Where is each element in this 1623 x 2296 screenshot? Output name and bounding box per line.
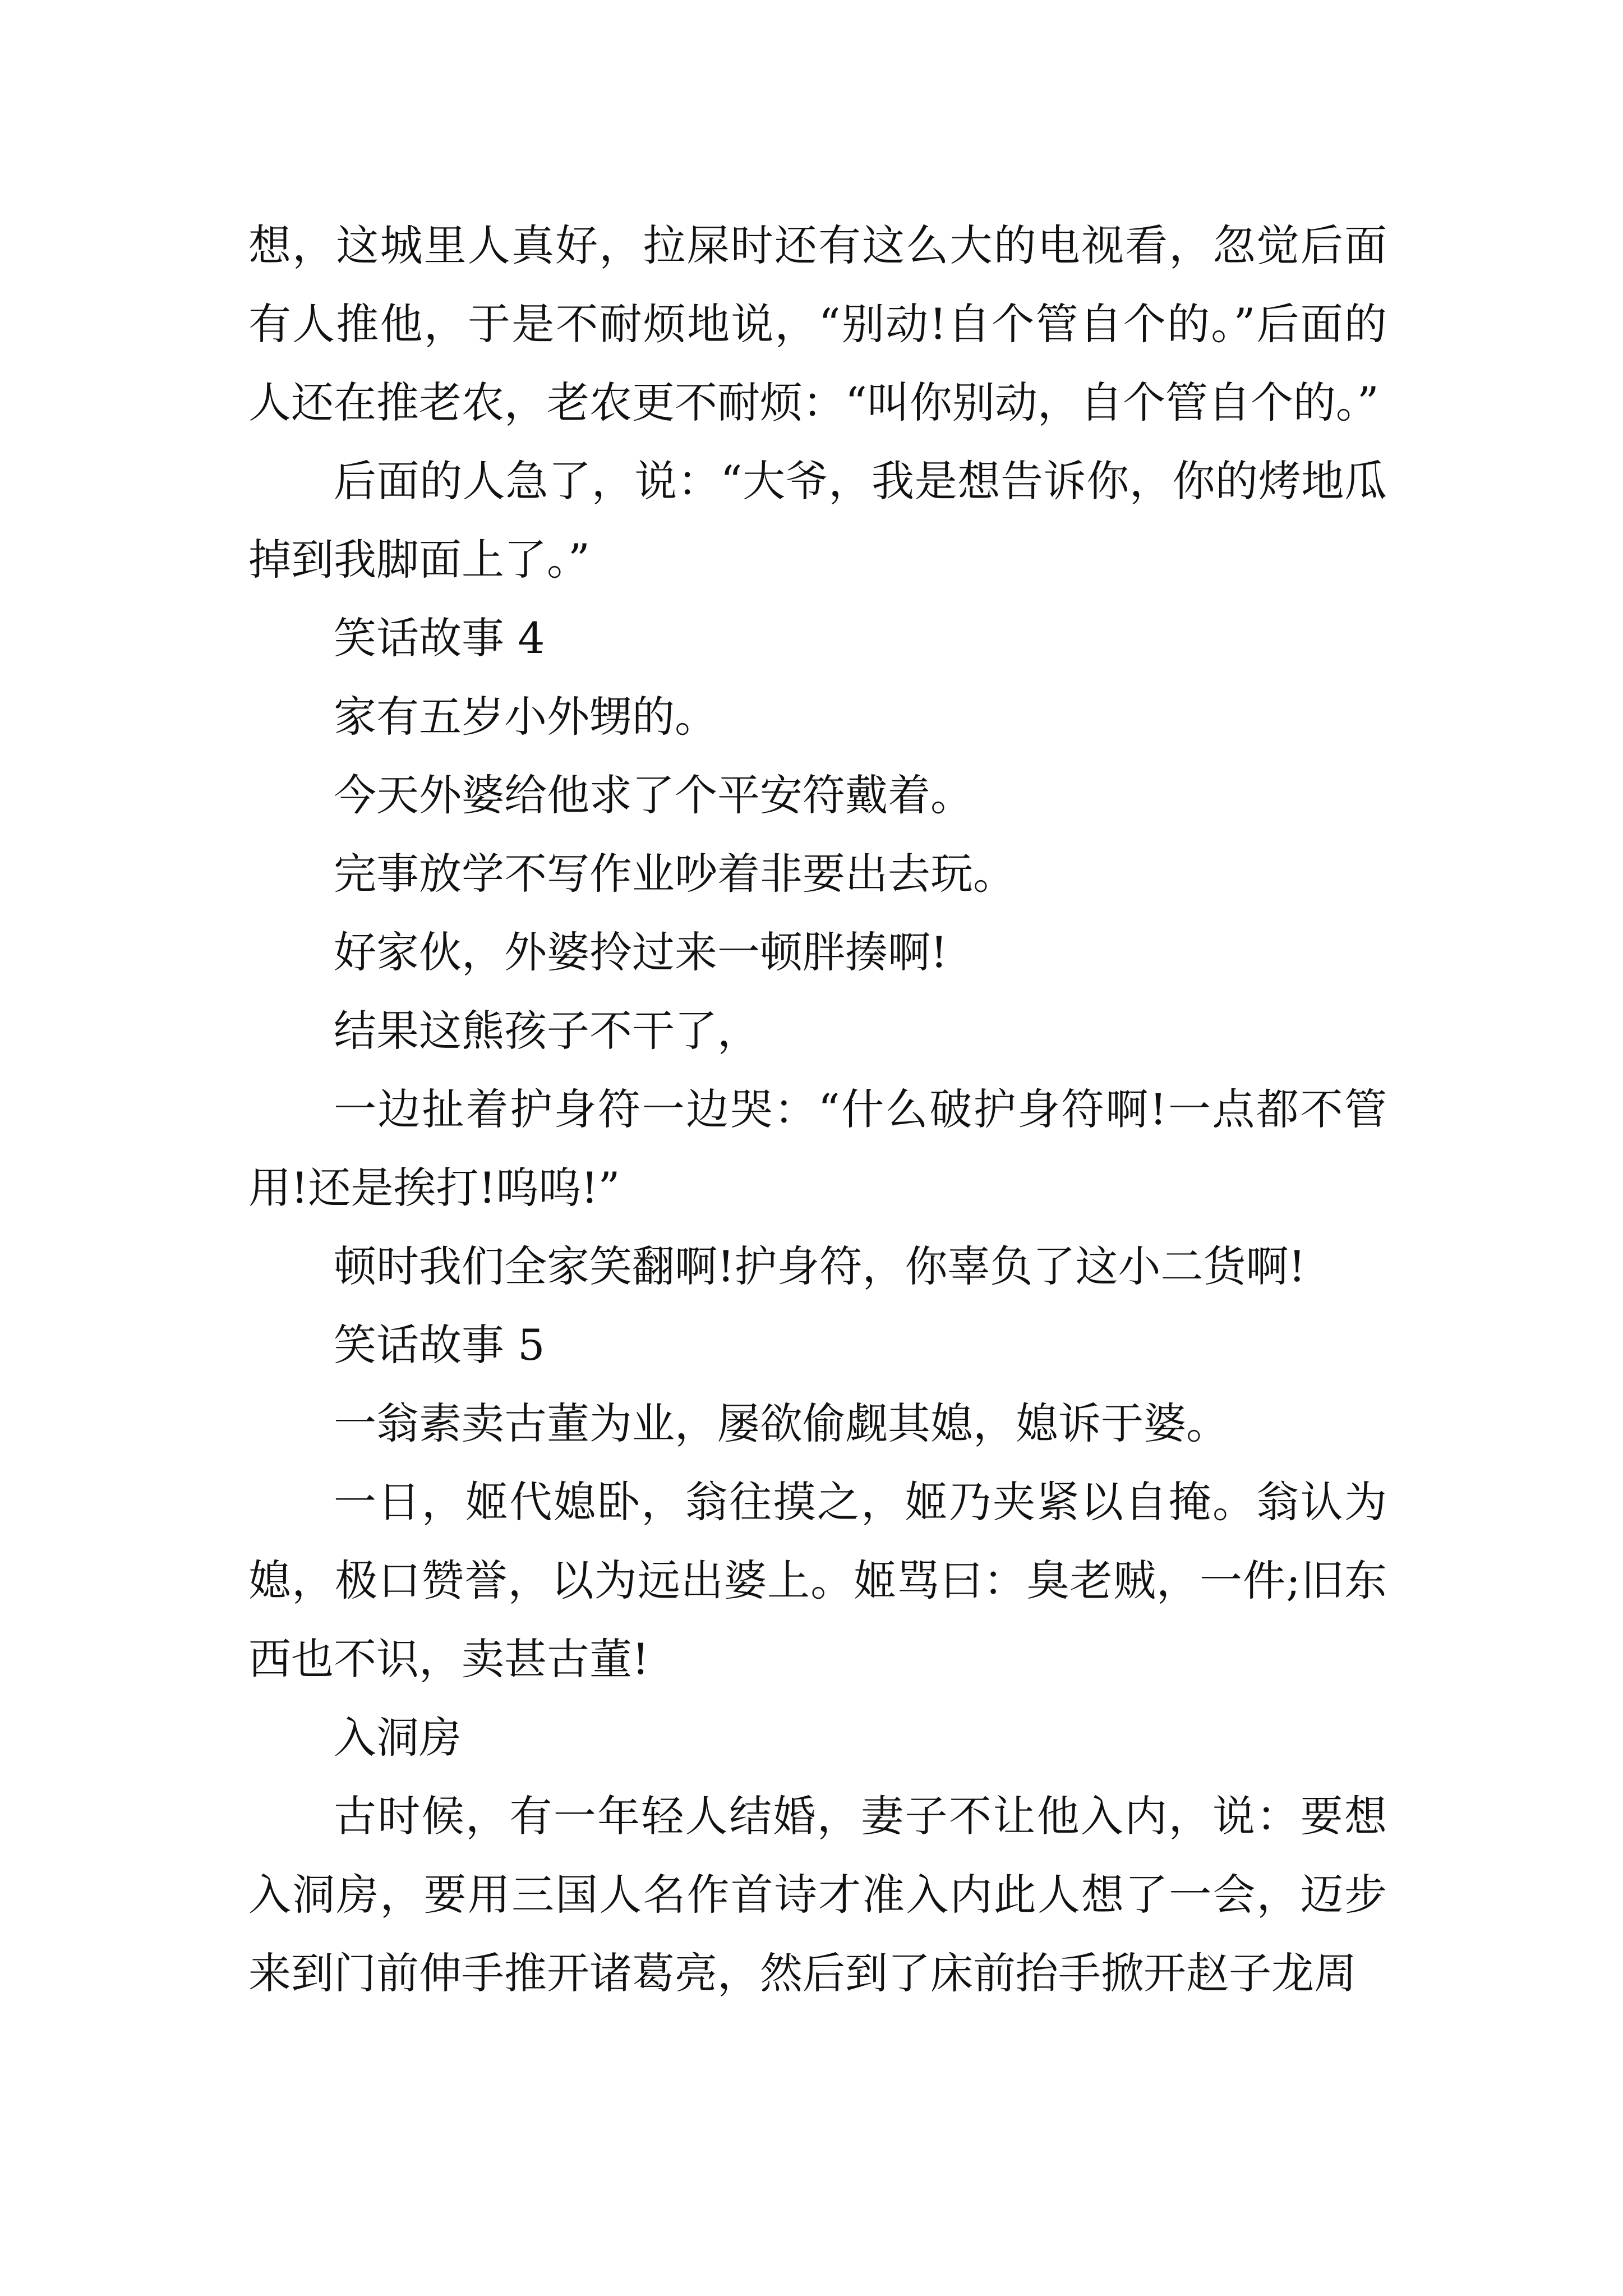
paragraph: 古时候，有一年轻人结婚，妻子不让他入内，说：要想入洞房，要用三国人名作首诗才准入内此人想了一会，迈步来到门前伸手推开诸葛亮，然后到了床前抬手掀开赵子龙周: [248, 1791, 1387, 1998]
paragraph: 一翁素卖古董为业，屡欲偷觑其媳，媳诉于婆。: [334, 1398, 1229, 1448]
paragraph: 好家伙，外婆拎过来一顿胖揍啊!: [334, 927, 948, 977]
document-body: [248, 206, 1387, 2013]
section-heading: 笑话故事 5: [334, 1320, 545, 1370]
paragraph: 一日，姬代媳卧，翁往摸之，姬乃夹紧以自掩。翁认为媳，极口赞誉，以为远出婆上。姬骂曰：臭老贼，一件;旧东西也不识，卖甚古董!: [248, 1477, 1387, 1684]
paragraph: 一边扯着护身符一边哭：“什么破护身符啊!一点都不管用!还是挨打!呜呜!”: [248, 1084, 1387, 1213]
paragraph: 家有五岁小外甥的。: [334, 692, 717, 742]
section-heading: 笑话故事 4: [334, 613, 545, 663]
paragraph: 完事放学不写作业吵着非要出去玩。: [334, 849, 1016, 899]
paragraph: 今天外婆给他求了个平安符戴着。: [334, 770, 973, 820]
paragraph: 顿时我们全家笑翻啊!护身符，你辜负了这小二货啊!: [334, 1241, 1306, 1291]
paragraph: 结果这熊孩子不干了，: [334, 1006, 760, 1056]
paragraph-continuation: 想，这城里人真好，拉屎时还有这么大的电视看，忽觉后面有人推他，于是不耐烦地说，“别动!自个管自个的。”后面的人还在推老农，老农更不耐烦：“叫你别动，自个管自个的。”: [248, 220, 1387, 427]
section-heading: 入洞房: [334, 1713, 462, 1763]
paragraph: 后面的人急了，说：“大爷，我是想告诉你，你的烤地瓜掉到我脚面上了。”: [248, 456, 1387, 585]
